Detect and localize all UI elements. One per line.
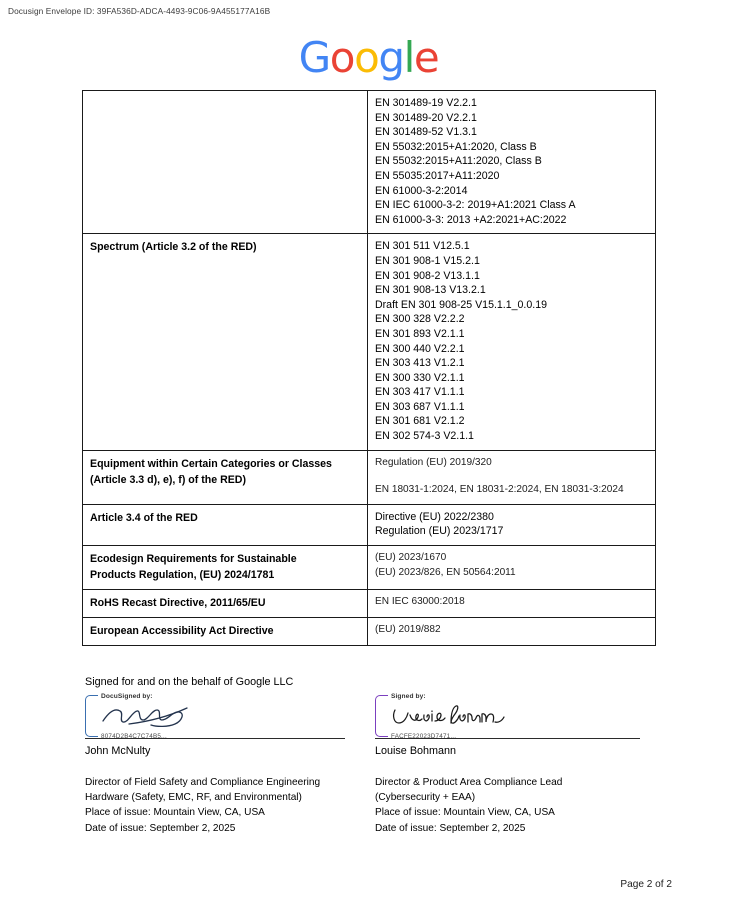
standard-entry: EN 303 687 V1.1.1 [375, 400, 465, 413]
standard-entry: EN 301 893 V2.1.1 [375, 327, 465, 340]
table-row [83, 450, 656, 504]
stamp-signature-id: FACFE22023D7471... [391, 733, 457, 740]
standards-list [375, 623, 648, 638]
standard-entry: EN 301 908-1 V15.2.1 [375, 254, 480, 267]
standard-entry: EN 300 328 V2.2.2 [375, 313, 465, 326]
standard-entry: (EU) 2023/1670 [375, 552, 447, 564]
standard-entry: EN 18031-1:2024, EN 18031-2:2024, EN 18031-3:2024 [375, 484, 624, 496]
table-row [83, 234, 656, 450]
table-cell-standards [368, 91, 656, 234]
label-line: European Accessibility Act Directive [90, 625, 274, 638]
logo-letter-4: l [403, 33, 414, 82]
label-line: Article 3.4 of the RED [90, 511, 198, 524]
table-row [83, 618, 656, 646]
stamp-bracket-icon [375, 695, 388, 737]
table-cell-label [83, 504, 368, 545]
signer-detail-line: Date of issue: September 2, 2025 [375, 822, 526, 834]
google-logo [0, 33, 737, 82]
standard-entry: EN 303 417 V1.1.1 [375, 386, 465, 399]
page-number: Page 2 of 2 [620, 879, 672, 890]
standards-list [375, 551, 648, 580]
standard-entry: Directive (EU) 2022/2380 [375, 510, 494, 523]
table-cell-label [83, 450, 368, 504]
standards-list [375, 456, 648, 498]
signer-details-right [375, 775, 562, 836]
docusign-stamp-right [375, 693, 637, 740]
requirement-label [90, 551, 360, 583]
signer-name-left: John McNulty [85, 745, 151, 757]
logo-letter-1: o [329, 33, 355, 82]
logo-letter-2: o [354, 33, 379, 82]
standard-entry: Regulation (EU) 2019/320 [375, 456, 492, 468]
signer-detail-line: Place of issue: Mountain View, CA, USA [85, 807, 265, 819]
standard-entry: EN 300 440 V2.2.1 [375, 342, 465, 355]
requirement-label [90, 239, 360, 255]
standard-entry: EN 61000-3-2:2014 [375, 184, 468, 197]
table-cell-label [83, 590, 368, 618]
logo-letter-3: g [378, 33, 404, 82]
standards-list [375, 510, 648, 539]
standard-entry: EN 301489-20 V2.2.1 [375, 111, 477, 124]
handwritten-signature-right [389, 702, 507, 730]
standard-entry: EN 302 574-3 V2.1.1 [375, 430, 474, 443]
table-row [83, 590, 656, 618]
standard-entry: EN 300 330 V2.1.1 [375, 371, 465, 384]
table-cell-standards [368, 590, 656, 618]
signer-detail-line: Hardware (Safety, EMC, RF, and Environmental) [85, 792, 302, 804]
signer-name-right: Louise Bohmann [375, 745, 457, 757]
signer-detail-line: (Cybersecurity + EAA) [375, 792, 476, 804]
table-cell-standards [368, 450, 656, 504]
standard-entry: EN 301 908-2 V13.1.1 [375, 269, 480, 282]
docusign-envelope-id: Docusign Envelope ID: 39FA536D-ADCA-4493-9C06-9A455177A16B [8, 6, 271, 16]
standard-entry: EN 301489-52 V1.3.1 [375, 126, 477, 139]
standard-entry: Draft EN 301 908-25 V15.1.1_0.0.19 [375, 298, 547, 311]
table-cell-label [83, 234, 368, 450]
stamp-bracket-icon [85, 695, 98, 737]
stamp-signature-id: 8074D2B4C7C74B5... [101, 733, 167, 740]
table-row [83, 504, 656, 545]
table-cell-standards [368, 504, 656, 545]
standard-entry: EN 55035:2017+A11:2020 [375, 169, 500, 182]
signed-on-behalf-text: Signed for and on the behalf of Google LLC [85, 676, 294, 688]
label-line: Equipment within Certain Categories or Classes [90, 457, 332, 470]
standard-entry: EN IEC 63000:2018 [375, 596, 465, 608]
logo-letter-0: G [298, 33, 330, 82]
standard-entry: EN 55032:2015+A11:2020, Class B [375, 155, 542, 168]
table-row [83, 546, 656, 590]
standards-table [82, 90, 656, 646]
label-line: RoHS Recast Directive, 2011/65/EU [90, 597, 266, 610]
signer-detail-line: Date of issue: September 2, 2025 [85, 822, 236, 834]
docusign-stamp-left [85, 693, 347, 740]
standard-entry: EN 55032:2015+A1:2020, Class B [375, 140, 537, 153]
standards-list [375, 239, 648, 443]
standard-entry: EN 301 511 V12.5.1 [375, 240, 470, 253]
stamp-header-label: DocuSigned by: [101, 693, 153, 700]
label-line: Products Regulation, (EU) 2024/1781 [90, 569, 275, 582]
signature-line-right [375, 738, 640, 739]
requirement-label [90, 623, 360, 639]
label-line: Spectrum (Article 3.2 of the RED) [90, 241, 257, 254]
standard-entry: EN 301 908-13 V13.2.1 [375, 284, 486, 297]
label-line: (Article 3.3 d), e), f) of the RED) [90, 473, 246, 486]
standard-entry: EN 61000-3-3: 2013 +A2:2021+AC:2022 [375, 213, 567, 226]
standard-entry: (EU) 2019/882 [375, 624, 441, 636]
stamp-header-label: Signed by: [391, 693, 426, 700]
signer-detail-line: Director of Field Safety and Compliance Engineering [85, 777, 321, 788]
table-cell-label [83, 91, 368, 234]
label-line: Ecodesign Requirements for Sustainable [90, 553, 297, 566]
standard-entry: EN 301489-19 V2.2.1 [375, 97, 477, 109]
signature-block-left [85, 693, 347, 740]
signature-line-left [85, 738, 345, 739]
signer-detail-line: Director & Product Area Compliance Lead [375, 777, 563, 788]
logo-letter-5: e [413, 33, 439, 82]
google-logo-text [298, 33, 439, 82]
requirement-label [90, 595, 360, 611]
standard-entry: EN 301 681 V2.1.2 [375, 415, 465, 428]
requirement-label [90, 510, 360, 526]
table-cell-standards [368, 618, 656, 646]
standard-entry: Regulation (EU) 2023/1717 [375, 525, 504, 538]
signature-block-right [375, 693, 637, 740]
table-cell-standards [368, 546, 656, 590]
signer-detail-line: Place of issue: Mountain View, CA, USA [375, 807, 555, 819]
requirement-label [90, 456, 360, 488]
table-cell-label [83, 618, 368, 646]
signer-details-left [85, 775, 320, 836]
standard-entry: EN IEC 61000-3-2: 2019+A1:2021 Class A [375, 199, 576, 212]
standards-list [375, 595, 648, 610]
standards-list [375, 96, 648, 227]
standard-entry: (EU) 2023/826, EN 50564:2011 [375, 566, 516, 578]
handwritten-signature-left [99, 702, 204, 730]
table-row [83, 91, 656, 234]
table-cell-label [83, 546, 368, 590]
table-cell-standards [368, 234, 656, 450]
standard-entry: EN 303 413 V1.2.1 [375, 357, 465, 370]
